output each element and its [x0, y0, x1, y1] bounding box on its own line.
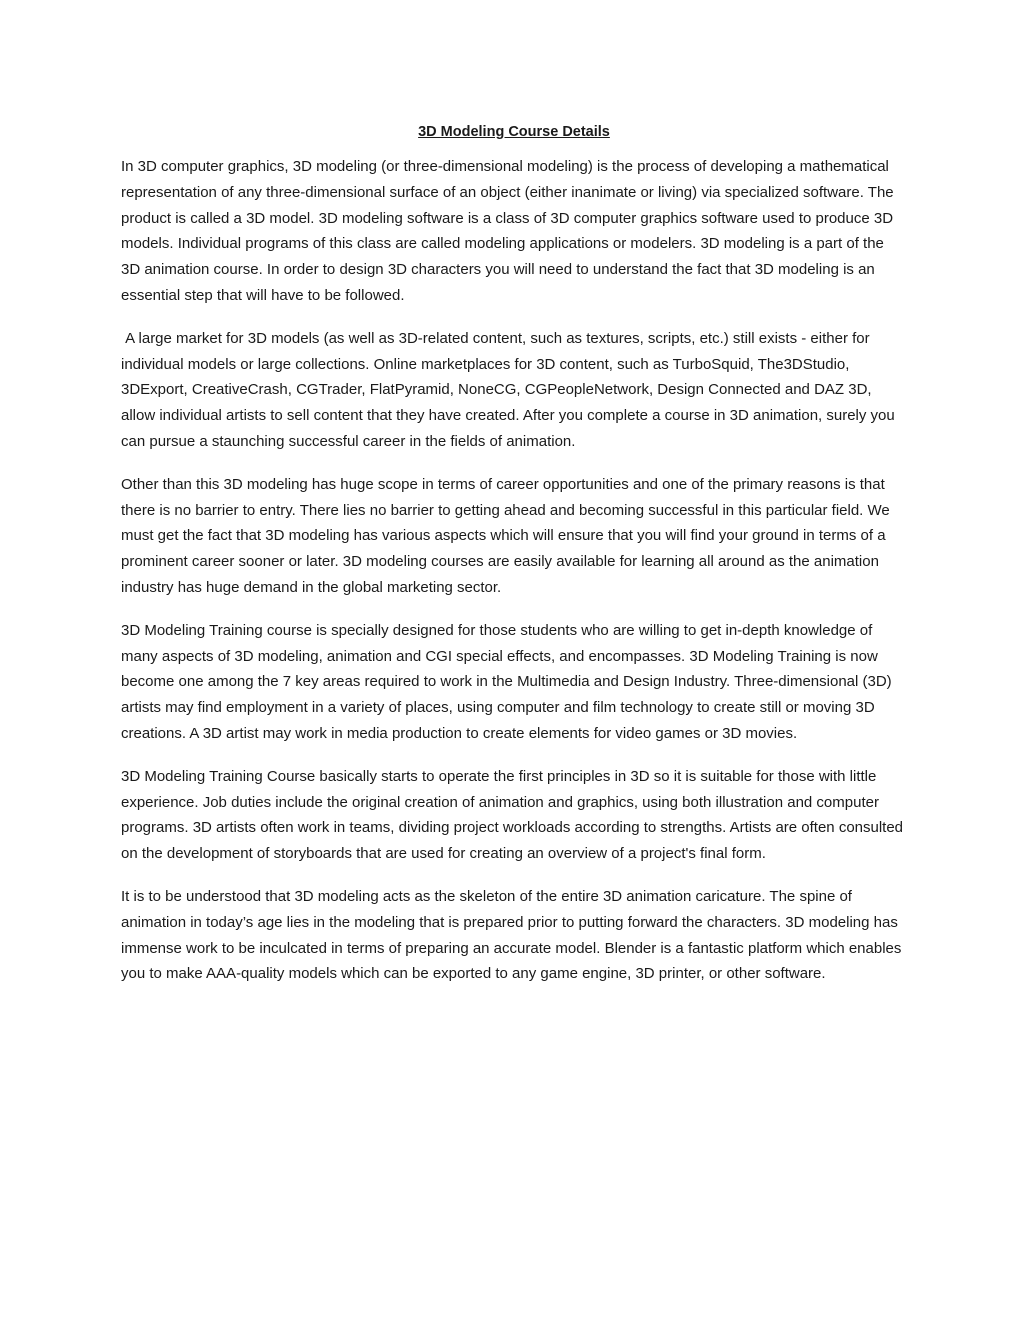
paragraph-2: A large market for 3D models (as well as 3D-related content, such as textures, scripts, etc.) still exists - either for individual models or large collections. Online marketplaces for 3D content, such as TurboSquid, The3DStudio, 3DExport, CreativeCrash, CGTrader, FlatPyramid, NoneCG, CGPeopleNetwork, Design Connected and DAZ 3D, allow individual artists to sell content that they have created. After you complete a course in 3D animation, surely you can pursue a staunching successful career in the fields of animation.: [121, 329, 899, 450]
document-title: 3D Modeling Course Details: [418, 124, 610, 140]
paragraph-4: 3D Modeling Training course is specially designed for those students who are willing to get in-depth knowledge of many aspects of 3D modeling, animation and CGI special effects, and encompasses. 3D Modeling Training is now become one among the 7 key areas required to work in the Multimedia and Design Industry. Three-dimensional (3D) artists may find employment in a variety of places, using computer and film technology to create still or moving 3D creations. A 3D artist may work in media production to create elements for video games or 3D movies.: [121, 621, 892, 742]
document-body: [121, 121, 907, 1004]
paragraph-3: Other than this 3D modeling has huge scope in terms of career opportunities and one of the primary reasons is that there is no barrier to entry. There lies no barrier to getting ahead and becoming successful in this particular field. We must get the fact that 3D modeling has various aspects which will ensure that you will find your ground in terms of a prominent career sooner or later. 3D modeling courses are easily available for learning all around as the animation industry has huge demand in the global marketing sector.: [121, 475, 890, 596]
paragraph-5: 3D Modeling Training Course basically starts to operate the first principles in 3D so it is suitable for those with little experience. Job duties include the original creation of animation and graphics, using both illustration and computer programs. 3D artists often work in teams, dividing project workloads according to strengths. Artists are often consulted on the development of storyboards that are used for creating an overview of a project's final form.: [121, 767, 904, 863]
paragraph-1: In 3D computer graphics, 3D modeling (or three-dimensional modeling) is the process of developing a mathematical representation of any three-dimensional surface of an object (either inanimate or living) via specialized software. The product is called a 3D model. 3D modeling software is a class of 3D computer graphics software used to produce 3D models. Individual programs of this class are called modeling applications or modelers. 3D modeling is a part of the 3D animation course. In order to design 3D characters you will need to understand the fact that 3D modeling is an essential step that will have to be followed.: [121, 158, 894, 304]
paragraph-6: It is to be understood that 3D modeling acts as the skeleton of the entire 3D animation caricature. The spine of animation in today’s age lies in the modeling that is prepared prior to putting forward the characters. 3D modeling has immense work to be inculcated in terms of preparing an accurate model. Blender is a fantastic platform which enables you to make AAA-quality models which can be exported to any game engine, 3D printer, or other software.: [121, 887, 902, 983]
